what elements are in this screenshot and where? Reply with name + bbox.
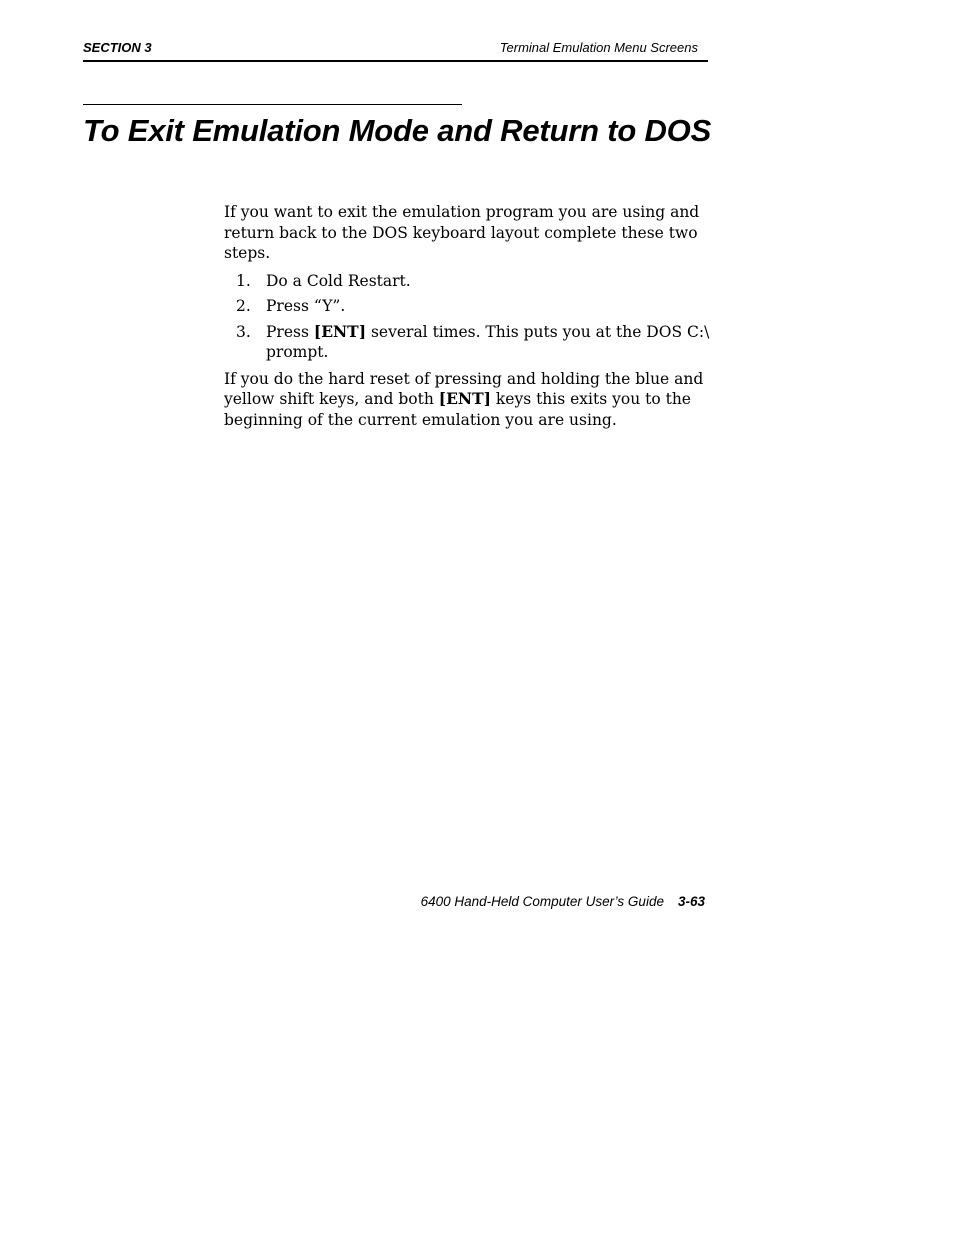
list-item <box>224 322 714 363</box>
title-rule <box>83 104 462 105</box>
step-number: 2. <box>236 297 251 315</box>
guide-title: 6400 Hand-Held Computer User’s Guide <box>420 894 664 909</box>
step-number: 1. <box>236 271 251 290</box>
chapter-title: Terminal Emulation Menu Screens <box>499 40 698 55</box>
page-title: To Exit Emulation Mode and Return to DOS <box>83 113 712 148</box>
step-text: Do a Cold Restart. <box>266 271 411 290</box>
intro-paragraph: If you want to exit the emulation program you are using and return back to the DOS keyboard layout complete these two steps. <box>224 203 700 262</box>
list-item <box>224 271 714 292</box>
page-header <box>83 38 708 62</box>
page-footer <box>380 894 705 909</box>
section-label: SECTION 3 <box>83 40 152 55</box>
steps-list <box>224 271 714 363</box>
page-number: 3-63 <box>677 894 705 909</box>
body-text <box>224 202 714 430</box>
note-text-post: keys this exits you to the beginning of the current emulation you are using. <box>224 390 691 429</box>
note-paragraph <box>224 369 714 431</box>
list-item <box>224 296 714 317</box>
key-label: [ENT] <box>313 321 367 341</box>
step-number: 3. <box>236 322 251 341</box>
step-text-pre: Press <box>266 322 314 341</box>
key-label: [ENT] <box>438 389 491 408</box>
step-text-post: several times. This puts you at the DOS C:\ prompt. <box>266 322 710 361</box>
note-text-pre: If you do the hard reset of pressing and holding the blue and yellow shift keys, and both <box>224 369 704 408</box>
step-text: Press “Y”. <box>266 297 346 315</box>
